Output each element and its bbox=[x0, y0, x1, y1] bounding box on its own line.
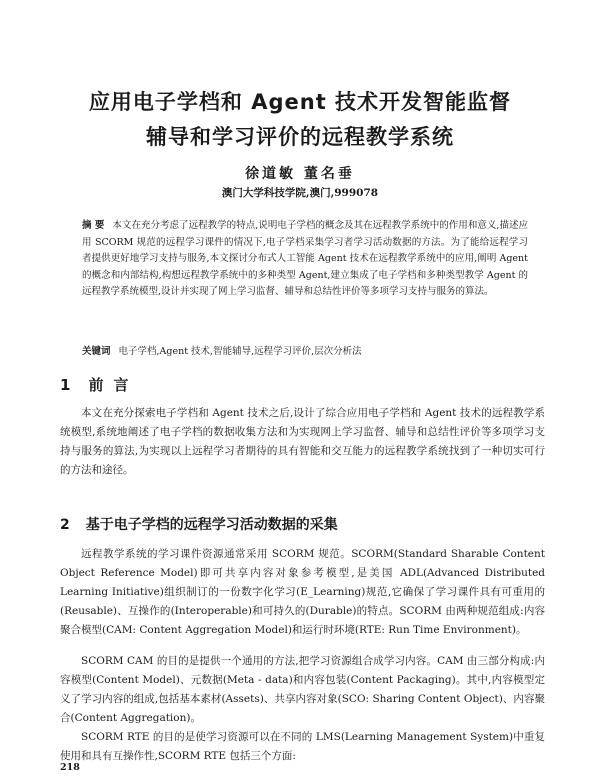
abstract-label: 摘 要 bbox=[82, 220, 105, 231]
abstract bbox=[82, 218, 528, 301]
paper-title-line-2: 辅导和学习评价的远程教学系统 bbox=[146, 125, 454, 149]
section-2-paragraph-1: 远程教学系统的学习课件资源通常采用 SCORM 规范。SCORM(Standard Sharable Content Object Reference Model)即可共享内容对象参考模型,是美国 ADL(Advanced Distributed Learning Initiative)组织制订的一份数字化学习(E_Learning)规范,它确保了学习课件具有可重用的(Reusable)、互操作的(Interoperable)和可持久的(Durable)的特点。SCORM 由两种规范组成:内容聚合模型(CAM: Content Aggregation Model)和运行时环境(RTE: Run Time Environment)。 bbox=[60, 548, 545, 636]
section-2-heading bbox=[60, 514, 338, 534]
keywords-label: 关键词 bbox=[82, 346, 111, 357]
section-2-paragraph-2: SCORM CAM 的目的是提供一个通用的方法,把学习资源组合成学习内容。CAM 由三部分构成:内容模型(Content Model)、元数据(Meta - data)和内容包装(Content Packaging)。其中,内容模型定义了学习内容的组成,包括基本素材(Assets)、共享内容对象(SCO: Sharing Content Object)、内容聚合(Content Aggregation)。 bbox=[60, 655, 545, 724]
section-2-paragraph-3: SCORM RTE 的目的是使学习资源可以在不同的 LMS(Learning Management System)中重复使用和具有互操作性,SCORM RTE 包括三个方面: bbox=[60, 731, 545, 762]
section-1-paragraph: 本文在充分探索电子学档和 Agent 技术之后,设计了综合应用电子学档和 Agent 技术的远程教学系统模型,系统地阐述了电子学档的数据收集方法和为实现网上学习监督、辅导和总结性评价等多项学习支持与服务的算法,为实现以上远程学习者期待的具有智能和交互能力的远程教学系统找到了一种切实可行的方法和途径。 bbox=[60, 407, 545, 476]
section-2-number: 2 bbox=[60, 517, 70, 533]
section-1-heading bbox=[60, 374, 138, 395]
keywords bbox=[82, 343, 528, 357]
paper-title-line-1: 应用电子学档和 Agent 技术开发智能监督 bbox=[88, 90, 512, 114]
authors: 徐道敏 董名垂 bbox=[245, 166, 355, 182]
section-1-number: 1 bbox=[60, 376, 71, 394]
affiliation: 澳门大学科技学院,澳门,999078 bbox=[221, 187, 379, 199]
section-1-title: 前言 bbox=[88, 376, 139, 394]
page-number: 218 bbox=[60, 762, 80, 773]
abstract-text: 本文在充分考虑了远程教学的特点,说明电子学档的概念及其在远程教学系统中的作用和意义,描述应用 SCORM 规范的远程学习课件的情况下,电子学档采集学习者学习活动数据的方法。为了能给远程学习者提供更好地学习支持与服务,本文探讨分布式人工智能 Agent 技术在远程教学系统中的应用,阐明 Agent 的概念和内部结构,构想远程教学系统中的多种类型 Agent,建立集成了电子学档和多种类型教学 Agent 的远程教学系统模型,设计并实现了网上学习监督、辅导和总结性评价等多项学习支持与服务的算法。 bbox=[82, 220, 528, 297]
keywords-text: 电子学档,Agent 技术,智能辅导,远程学习评价,层次分析法 bbox=[118, 346, 362, 357]
section-2-title: 基于电子学档的远程学习活动数据的采集 bbox=[85, 517, 338, 533]
